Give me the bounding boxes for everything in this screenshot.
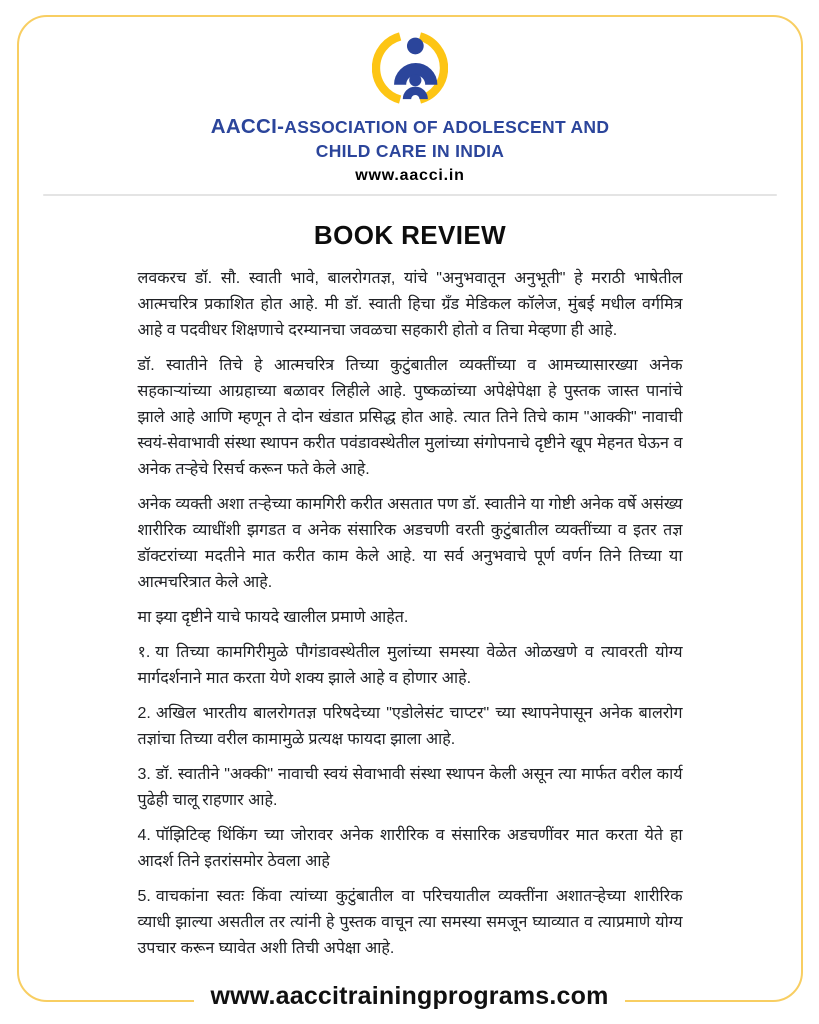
benefit-text: या तिच्या कामगिरीमुळे पौगंडावस्थेतील मुलांच्या समस्या वेळेत ओळखणे व त्यावरती योग्य मार्गदर्शनाने मात करता येणे शक्य झाले आहे व होणार आहे. xyxy=(137,644,683,687)
benefit-number: 3. xyxy=(137,766,151,783)
footer xyxy=(0,982,819,1011)
page-title: BOOK REVIEW xyxy=(313,220,507,250)
aacci-parent-child-logo-icon xyxy=(372,30,448,106)
footer-website-link[interactable]: www.aaccitrainingprograms.com xyxy=(194,982,624,1011)
benefit-item-4 xyxy=(138,823,683,875)
benefit-text: पॉझिटिव्ह थिंकिंग च्या जोरावर अनेक शारीरिक व संसारिक अडचणींवर मात करता येते हा आदर्श तिने इतरांसमोर ठेवला आहे xyxy=(137,827,683,870)
review-paragraph: डॉ. स्वातीने तिचे हे आत्मचरित्र तिच्या कुटुंबातील व्यक्तींच्या व आमच्यासारख्या अनेक सहकाऱ्यांच्या आग्रहाच्या बळावर लिहीले आहे. पुष्कळांच्या अपेक्षेपेक्षा हे पुस्तक जास्त पानांचे झाले आहे आणि म्हणून ते दोन खंडात प्रसिद्ध होत आहे. त्यात तिने तिचे काम "आक्की" नावाची स्वयं-सेवाभावी संस्था स्थापन करीत पवंडावस्थेतील मुलांच्या संगोपनाचे दृष्टीने खूप मेहनत घेऊन व अनेक तऱ्हेचे रिसर्च करून फते केले आहे. xyxy=(137,357,683,478)
benefit-number: 4. xyxy=(137,827,151,844)
benefits-intro: मा झ्या दृष्टीने याचे फायदे खालील प्रमाणे आहेत. xyxy=(137,609,409,626)
benefit-number: १. xyxy=(137,644,151,661)
flyer-card xyxy=(17,15,803,1002)
org-name-line1 xyxy=(19,115,801,139)
review-content xyxy=(138,266,683,962)
review-paragraph: अनेक व्यक्ती अशा तऱ्हेच्या कामगिरी करीत असतात पण डॉ. स्वातीने या गोष्टी अनेक वर्षे असंख्य शारीरिक व्याधींशी झगडत व अनेक संसारिक अडचणी वरती कुटुंबातील व्यक्तींच्या व इतर तज्ञ डॉक्टरांच्या मदतीने मात करीत काम केले आहे. या सर्व अनुभवाचे पूर्ण वर्णन तिने तिच्या या आत्मचरित्रात केले आहे. xyxy=(137,496,683,591)
benefit-item-3 xyxy=(138,762,683,814)
review-paragraph: लवकरच डॉ. सौ. स्वाती भावे, बालरोगतज्ञ, यांचे "अनुभवातून अनुभूती" हे मराठी भाषेतील आत्मचरित्र प्रकाशित होत आहे. मी डॉ. स्वाती हिचा ग्रँड मेडिकल कॉलेज, मुंबई मधील वर्गमित्र आहे व पदवीधर शिक्षणाचे दरम्यानचा जवळचा सहकारी होतो व तिचा मेव्हणा ही आहे. xyxy=(137,270,683,339)
benefit-number: 5. xyxy=(137,888,151,905)
benefit-item-5 xyxy=(138,884,683,962)
header xyxy=(19,17,801,196)
org-acronym: AACCI- xyxy=(210,115,285,138)
org-name-line1-text: ASSOCIATION OF ADOLESCENT AND xyxy=(284,117,610,137)
benefit-text: डॉ. स्वातीने "अक्की" नावाची स्वयं सेवाभावी संस्था स्थापन केली असून त्या मार्फत वरील कार्य पुढेही चालू राहणार आहे. xyxy=(137,766,683,809)
benefit-text: वाचकांना स्वतः किंवा त्यांच्या कुटुंबातील वा परिचयातील व्यक्तींना अशातऱ्हेच्या शारीरिक व्याधी झाल्या असतील तर त्यांनी हे पुस्तक वाचून त्या समस्या समजून घ्याव्यात व त्याप्रमाणे योग्य उपचार करून घ्यावेत अशी तिची अपेक्षा आहे. xyxy=(137,888,683,957)
org-name-line2: CHILD CARE IN INDIA xyxy=(315,141,505,161)
benefit-item-2 xyxy=(138,701,683,753)
org-name xyxy=(19,115,801,163)
header-website-link[interactable]: www.aacci.in xyxy=(355,167,465,184)
benefit-text: अखिल भारतीय बालरोगतज्ञ परिषदेच्या "एडोलेसंट चाप्टर" च्या स्थापनेपासून अनेक बालरोग तज्ञांचा तिच्या वरील कामामुळे प्रत्यक्ष फायदा झाला आहे. xyxy=(137,705,683,748)
header-divider xyxy=(43,194,777,196)
benefit-item-1 xyxy=(138,640,683,692)
benefit-number: 2. xyxy=(137,705,151,722)
